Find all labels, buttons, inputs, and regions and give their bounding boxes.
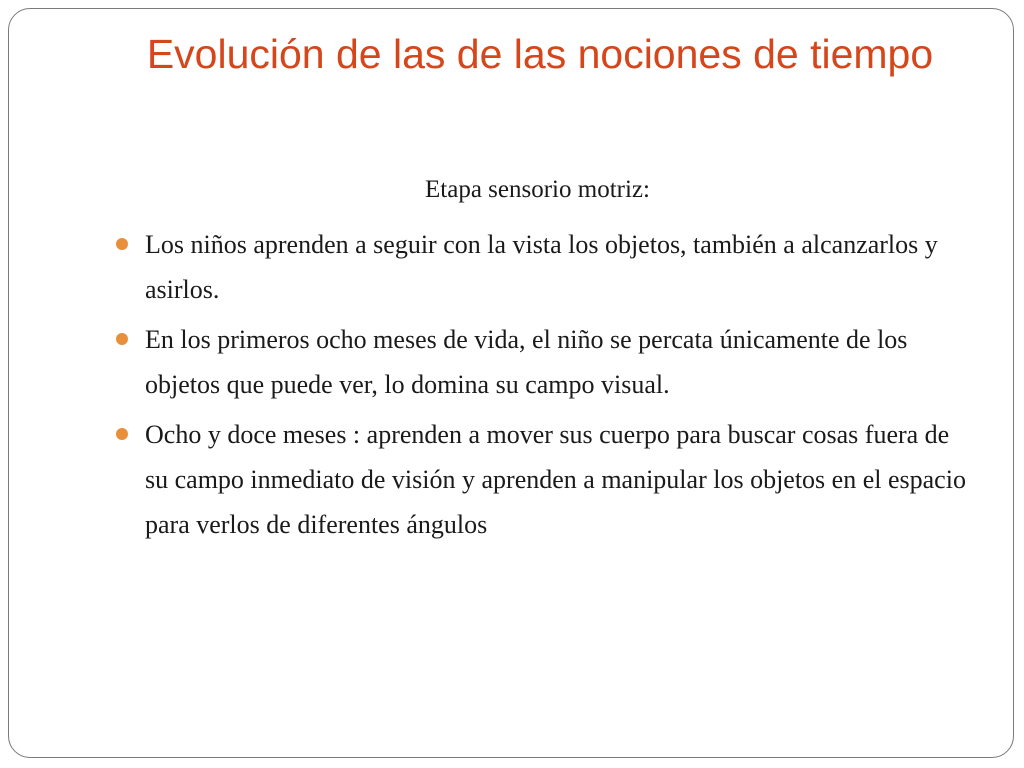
bullet-text: Los niños aprenden a seguir con la vista los objetos, también a alcanzarlos y asirlos. <box>145 230 938 304</box>
slide-subtitle: Etapa sensorio motriz: <box>425 176 650 203</box>
bullet-item <box>113 317 973 407</box>
bullet-item <box>113 412 973 547</box>
bullet-text: Ocho y doce meses : aprenden a mover sus cuerpo para buscar cosas fuera de su campo inmediato de visión y aprenden a manipular los objetos en el espacio para verlos de diferentes ángulos <box>145 420 966 539</box>
bullet-dot-icon <box>116 428 128 440</box>
bullet-text: En los primeros ocho meses de vida, el niño se percata únicamente de los objetos que puede ver, lo domina su campo visual. <box>145 325 908 399</box>
slide-title: Evolución de las de las nociones de tiempo <box>146 31 934 77</box>
bullet-dot-icon <box>116 333 128 345</box>
bullet-item <box>113 222 973 312</box>
bullet-list <box>113 222 973 552</box>
bullet-dot-icon <box>116 238 128 250</box>
